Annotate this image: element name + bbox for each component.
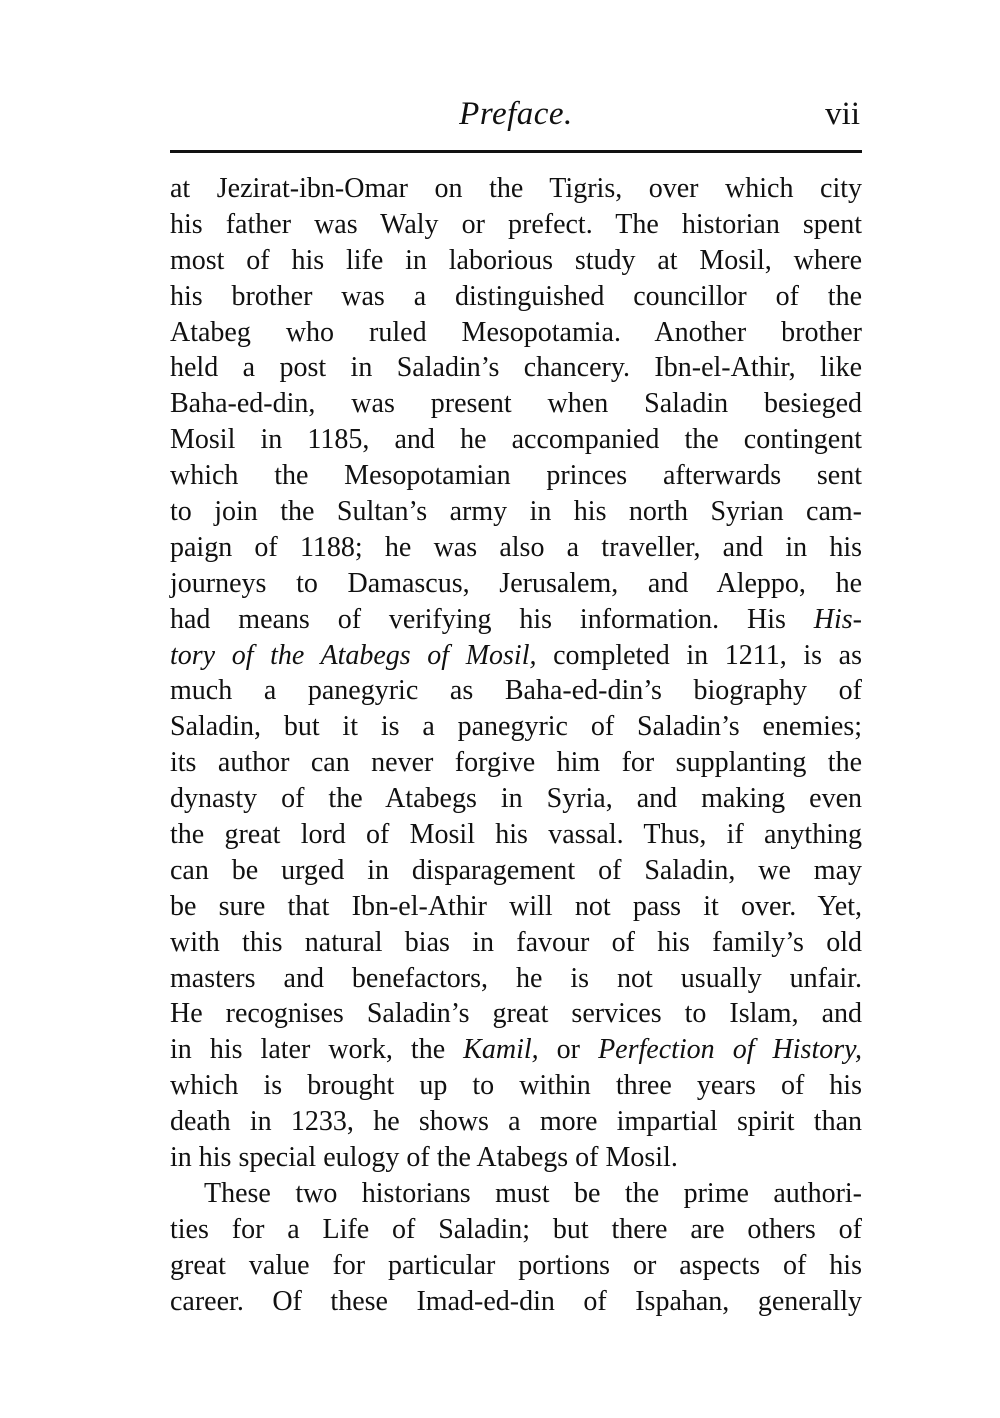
- text-line: [170, 207, 862, 243]
- text-line: [170, 1284, 862, 1320]
- italic-title-run: Kamil,: [463, 1034, 539, 1066]
- text-run: journeys to Damascus, Jerusalem, and Aleppo, he: [170, 567, 862, 599]
- text-run: most of his life in laborious study at Mosil, where: [170, 244, 862, 276]
- text-run: which the Mesopotamian princes afterwards sent: [170, 460, 862, 492]
- text-line: [170, 530, 862, 566]
- text-line: [170, 745, 862, 781]
- text-run: the great lord of Mosil his vassal. Thus, if anything: [170, 819, 862, 851]
- text-run: to join the Sultan’s army in his north Syrian cam-: [170, 496, 862, 528]
- text-line: [170, 853, 862, 889]
- italic-title-run: tory of the Atabegs of Mosil,: [170, 639, 537, 671]
- text-line: [170, 961, 862, 997]
- text-line: [170, 638, 862, 674]
- text-run: which is brought up to within three years of his: [170, 1070, 862, 1102]
- text-line: [170, 889, 862, 925]
- text-run: much a panegyric as Baha-ed-din’s biography of: [170, 675, 862, 707]
- text-line: [170, 1032, 862, 1068]
- text-run: in his special eulogy of the Atabegs of Mosil.: [170, 1142, 678, 1174]
- italic-title-run: His-: [813, 603, 862, 635]
- text-run: career. Of these Imad-ed-din of Ispahan, generally: [170, 1285, 862, 1317]
- text-run: its author can never forgive him for supplanting the: [170, 747, 862, 779]
- text-run: Atabeg who ruled Mesopotamia. Another brother: [170, 316, 862, 348]
- text-line: [170, 817, 862, 853]
- text-line: [170, 350, 862, 386]
- body-text: [170, 171, 862, 1320]
- text-run: had means of verifying his information. His: [170, 603, 814, 635]
- text-run: He recognises Saladin’s great services to Islam, and: [170, 998, 862, 1030]
- text-run: can be urged in disparagement of Saladin, we may: [170, 854, 862, 886]
- text-line: [170, 1068, 862, 1104]
- text-run: great value for particular portions or aspects of his: [170, 1249, 862, 1281]
- text-line: [170, 422, 862, 458]
- text-run: be sure that Ibn-el-Athir will not pass it over. Yet,: [170, 890, 862, 922]
- text-line: [170, 781, 862, 817]
- text-line: [170, 1212, 862, 1248]
- text-run: his father was Waly or prefect. The historian spent: [170, 208, 862, 240]
- text-line: [170, 1104, 862, 1140]
- text-line: [170, 602, 862, 638]
- text-run: ties for a Life of Saladin; but there are others of: [170, 1213, 862, 1245]
- text-line: [170, 673, 862, 709]
- running-title: Preface.: [459, 96, 573, 132]
- text-run: at Jezirat-ibn-Omar on the Tigris, over which city: [170, 173, 862, 204]
- text-line: [170, 243, 862, 279]
- paragraph: [170, 1176, 862, 1320]
- text-line: [170, 1248, 862, 1284]
- italic-title-run: Perfection of History,: [598, 1034, 863, 1066]
- header-rule: [170, 150, 862, 153]
- paragraph: [170, 171, 862, 1176]
- text-run: Saladin, but it is a panegyric of Saladin’s enemies;: [170, 711, 862, 743]
- text-line: [170, 1176, 862, 1212]
- text-line: [170, 1140, 862, 1176]
- text-line: [170, 925, 862, 961]
- text-run: his brother was a distinguished councillor of the: [170, 280, 862, 312]
- text-run: completed in 1211, is as: [536, 639, 862, 671]
- text-run: with this natural bias in favour of his family’s old: [170, 926, 862, 958]
- text-line: [170, 279, 862, 315]
- page-number: vii: [825, 96, 860, 132]
- text-run: dynasty of the Atabegs in Syria, and making even: [170, 783, 862, 815]
- text-line: [170, 458, 862, 494]
- text-run: Mosil in 1185, and he accompanied the contingent: [170, 424, 862, 456]
- page-header: [170, 92, 862, 142]
- text-line: [170, 709, 862, 745]
- text-line: [170, 566, 862, 602]
- text-run: death in 1233, he shows a more impartial spirit than: [170, 1106, 862, 1138]
- text-run: paign of 1188; he was also a traveller, and in his: [170, 531, 862, 563]
- text-run: Baha-ed-din, was present when Saladin besieged: [170, 388, 862, 420]
- text-line: [170, 386, 862, 422]
- text-run: held a post in Saladin’s chancery. Ibn-el-Athir, like: [170, 352, 862, 384]
- text-run: These two historians must be the prime authori-: [204, 1177, 862, 1209]
- text-line: [170, 996, 862, 1032]
- text-line: [170, 171, 862, 207]
- text-run: masters and benefactors, he is not usually unfair.: [170, 962, 862, 994]
- text-line: [170, 494, 862, 530]
- text-line: [170, 315, 862, 351]
- text-run: or: [538, 1034, 599, 1066]
- text-run: in his later work, the: [170, 1034, 464, 1066]
